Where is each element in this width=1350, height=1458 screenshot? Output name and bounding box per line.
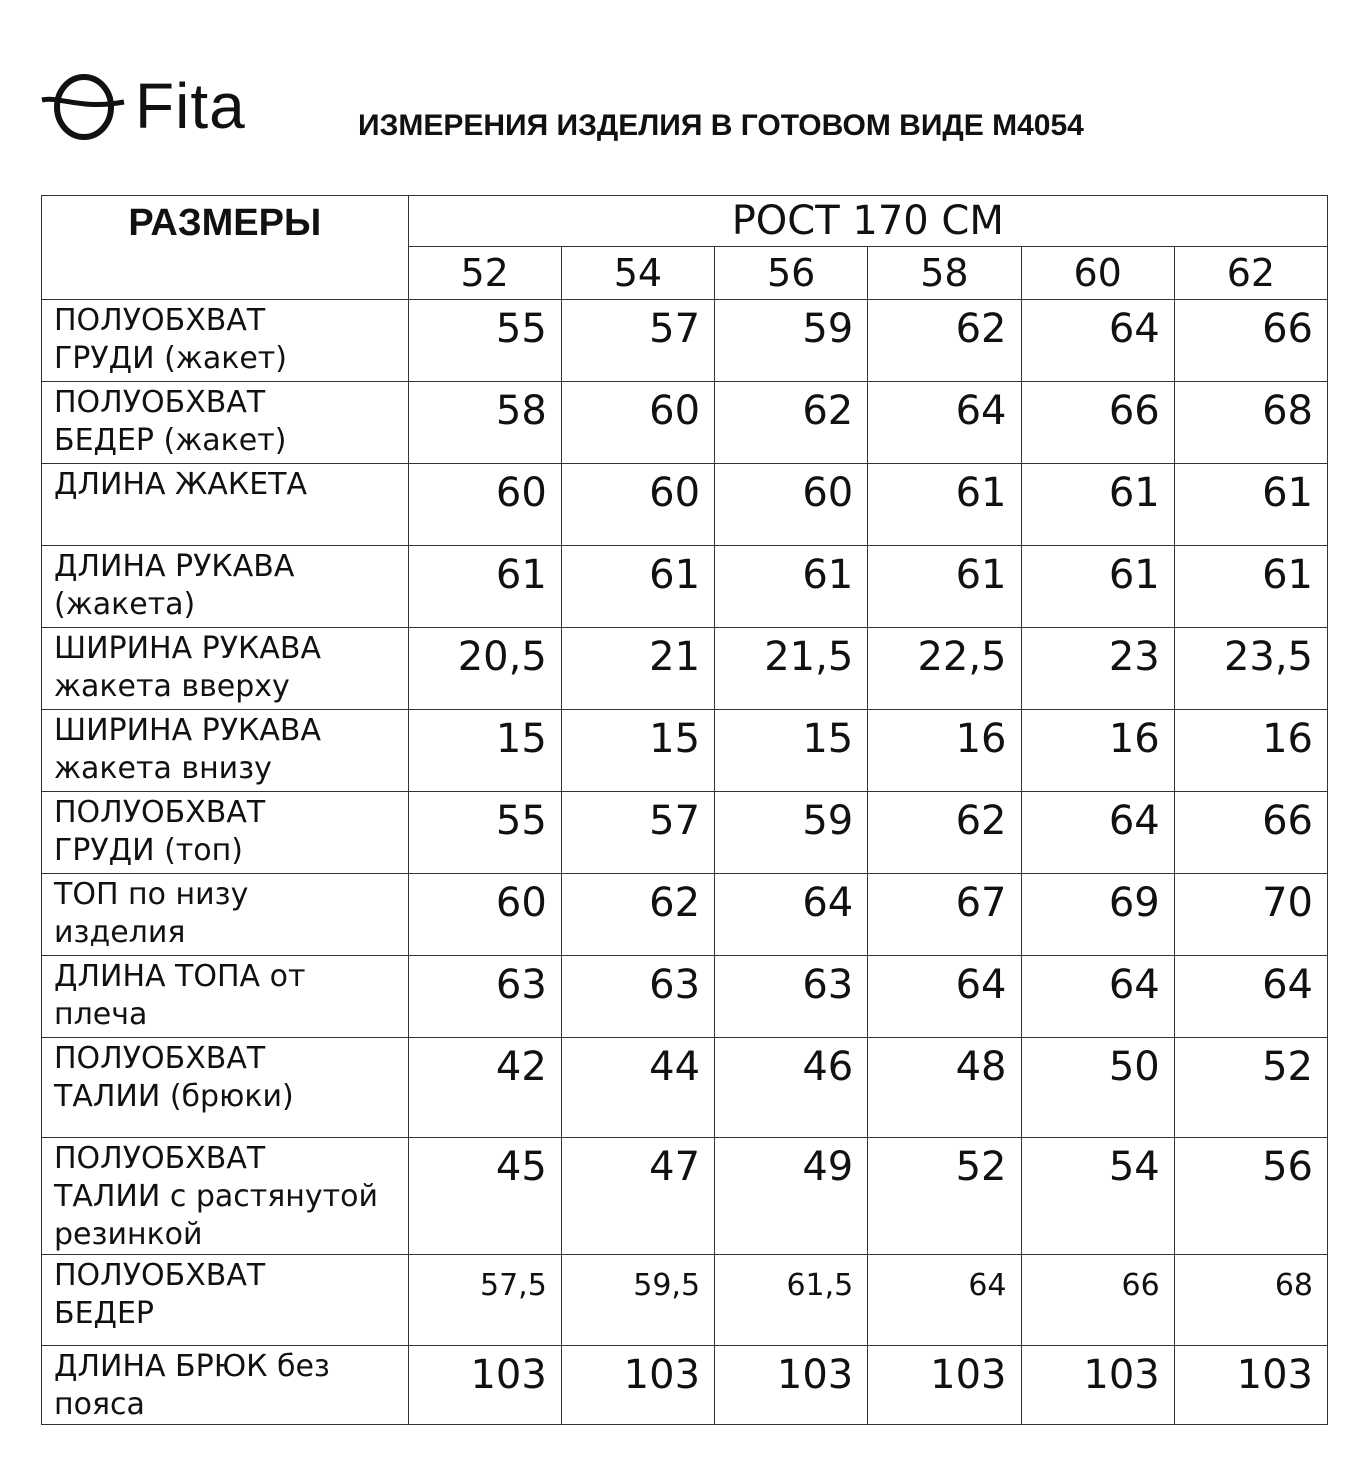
measurement-value: 63 <box>561 956 714 1038</box>
table-row <box>42 956 1328 1038</box>
measurement-value: 22,5 <box>868 628 1021 710</box>
measurement-value: 70 <box>1174 874 1327 956</box>
measurement-value: 16 <box>1021 710 1174 792</box>
measurement-value: 54 <box>1021 1138 1174 1255</box>
measurement-value: 61 <box>715 546 868 628</box>
measurement-value: 61 <box>1174 546 1327 628</box>
measurement-value: 62 <box>715 382 868 464</box>
measurement-value: 64 <box>1021 956 1174 1038</box>
measurement-label: ТОП по низу изделия <box>42 874 409 956</box>
measurement-value: 62 <box>868 792 1021 874</box>
table-row <box>42 1038 1328 1138</box>
measurement-value: 61 <box>1021 546 1174 628</box>
measurement-value: 47 <box>561 1138 714 1255</box>
measurement-value: 52 <box>868 1138 1021 1255</box>
measurement-value: 63 <box>715 956 868 1038</box>
measurement-value: 62 <box>868 300 1021 382</box>
page-title: ИЗМЕРЕНИЯ ИЗДЕЛИЯ В ГОТОВОМ ВИДЕ М4054 <box>358 109 1084 142</box>
measurement-value: 44 <box>561 1038 714 1138</box>
measurement-value: 64 <box>1021 300 1174 382</box>
measurement-value: 15 <box>408 710 561 792</box>
brand-logo <box>40 66 280 146</box>
height-header: РОСТ 170 СМ <box>408 196 1327 247</box>
measurement-value: 52 <box>1174 1038 1327 1138</box>
measurement-value: 60 <box>408 874 561 956</box>
measurement-value: 68 <box>1174 382 1327 464</box>
measurement-value: 59,5 <box>561 1255 714 1346</box>
measurement-value: 16 <box>1174 710 1327 792</box>
table-row <box>42 382 1328 464</box>
measurement-value: 61 <box>868 464 1021 546</box>
measurement-label: ШИРИНА РУКАВА жакета внизу <box>42 710 409 792</box>
measurement-label: ДЛИНА БРЮК без пояса <box>42 1346 409 1425</box>
measurement-value: 50 <box>1021 1038 1174 1138</box>
fita-logo-icon <box>40 66 126 146</box>
measurement-value: 68 <box>1174 1255 1327 1346</box>
measurement-value: 60 <box>561 464 714 546</box>
measurement-value: 67 <box>868 874 1021 956</box>
measurement-value: 61 <box>1174 464 1327 546</box>
measurement-label: ДЛИНА ЖАКЕТА <box>42 464 409 546</box>
table-row <box>42 792 1328 874</box>
measurement-value: 103 <box>1174 1346 1327 1425</box>
table-row <box>42 628 1328 710</box>
measurement-value: 61 <box>408 546 561 628</box>
measurement-label: ДЛИНА РУКАВА (жакета) <box>42 546 409 628</box>
size-header-cell: 58 <box>868 247 1021 300</box>
table-row <box>42 1255 1328 1346</box>
measurement-value: 16 <box>868 710 1021 792</box>
size-chart-table <box>41 195 1328 1425</box>
measurement-value: 60 <box>561 382 714 464</box>
measurement-value: 60 <box>715 464 868 546</box>
measurement-label: ПОЛУОБХВАТ ГРУДИ (топ) <box>42 792 409 874</box>
measurement-value: 46 <box>715 1038 868 1138</box>
measurement-value: 63 <box>408 956 561 1038</box>
measurement-value: 21 <box>561 628 714 710</box>
measurement-value: 64 <box>715 874 868 956</box>
table-row <box>42 874 1328 956</box>
measurement-value: 103 <box>868 1346 1021 1425</box>
measurement-value: 59 <box>715 300 868 382</box>
measurement-label: ПОЛУОБХВАТ БЕДЕР <box>42 1255 409 1346</box>
measurement-value: 66 <box>1174 300 1327 382</box>
measurement-value: 55 <box>408 300 561 382</box>
size-header-cell: 60 <box>1021 247 1174 300</box>
measurement-value: 42 <box>408 1038 561 1138</box>
measurement-value: 15 <box>561 710 714 792</box>
measurement-label: ДЛИНА ТОПА от плеча <box>42 956 409 1038</box>
measurement-value: 61,5 <box>715 1255 868 1346</box>
measurement-value: 69 <box>1021 874 1174 956</box>
measurement-value: 64 <box>868 382 1021 464</box>
measurement-value: 59 <box>715 792 868 874</box>
measurement-value: 103 <box>408 1346 561 1425</box>
table-row <box>42 300 1328 382</box>
table-row <box>42 710 1328 792</box>
measurement-label: ПОЛУОБХВАТ ТАЛИИ (брюки) <box>42 1038 409 1138</box>
measurement-value: 103 <box>715 1346 868 1425</box>
measurement-label: ПОЛУОБХВАТ БЕДЕР (жакет) <box>42 382 409 464</box>
measurement-value: 56 <box>1174 1138 1327 1255</box>
measurement-value: 58 <box>408 382 561 464</box>
measurement-value: 66 <box>1021 1255 1174 1346</box>
measurement-value: 64 <box>1174 956 1327 1038</box>
measurement-label: ПОЛУОБХВАТ ТАЛИИ с растянутой резинкой <box>42 1138 409 1255</box>
measurement-value: 64 <box>868 1255 1021 1346</box>
sizes-header: РАЗМЕРЫ <box>42 196 409 300</box>
measurement-value: 57,5 <box>408 1255 561 1346</box>
size-header-cell: 62 <box>1174 247 1327 300</box>
table-row <box>42 546 1328 628</box>
table-row <box>42 1346 1328 1425</box>
measurement-value: 66 <box>1174 792 1327 874</box>
measurement-value: 21,5 <box>715 628 868 710</box>
brand-name: Fita <box>135 70 246 142</box>
measurement-value: 23 <box>1021 628 1174 710</box>
measurement-value: 61 <box>868 546 1021 628</box>
measurement-label: ШИРИНА РУКАВА жакета вверху <box>42 628 409 710</box>
measurement-value: 62 <box>561 874 714 956</box>
measurement-value: 61 <box>1021 464 1174 546</box>
measurement-value: 45 <box>408 1138 561 1255</box>
measurement-value: 103 <box>1021 1346 1174 1425</box>
measurement-value: 66 <box>1021 382 1174 464</box>
measurement-value: 64 <box>1021 792 1174 874</box>
measurement-value: 103 <box>561 1346 714 1425</box>
size-header-cell: 54 <box>561 247 714 300</box>
measurement-label: ПОЛУОБХВАТ ГРУДИ (жакет) <box>42 300 409 382</box>
measurement-value: 61 <box>561 546 714 628</box>
table-row <box>42 464 1328 546</box>
measurement-value: 20,5 <box>408 628 561 710</box>
size-header-cell: 56 <box>715 247 868 300</box>
measurement-value: 55 <box>408 792 561 874</box>
measurement-value: 57 <box>561 792 714 874</box>
measurement-value: 64 <box>868 956 1021 1038</box>
measurement-value: 23,5 <box>1174 628 1327 710</box>
measurement-value: 60 <box>408 464 561 546</box>
measurement-value: 15 <box>715 710 868 792</box>
measurement-value: 49 <box>715 1138 868 1255</box>
measurement-value: 57 <box>561 300 714 382</box>
measurement-value: 48 <box>868 1038 1021 1138</box>
size-header-cell: 52 <box>408 247 561 300</box>
header-row-top <box>42 196 1328 247</box>
table-row <box>42 1138 1328 1255</box>
